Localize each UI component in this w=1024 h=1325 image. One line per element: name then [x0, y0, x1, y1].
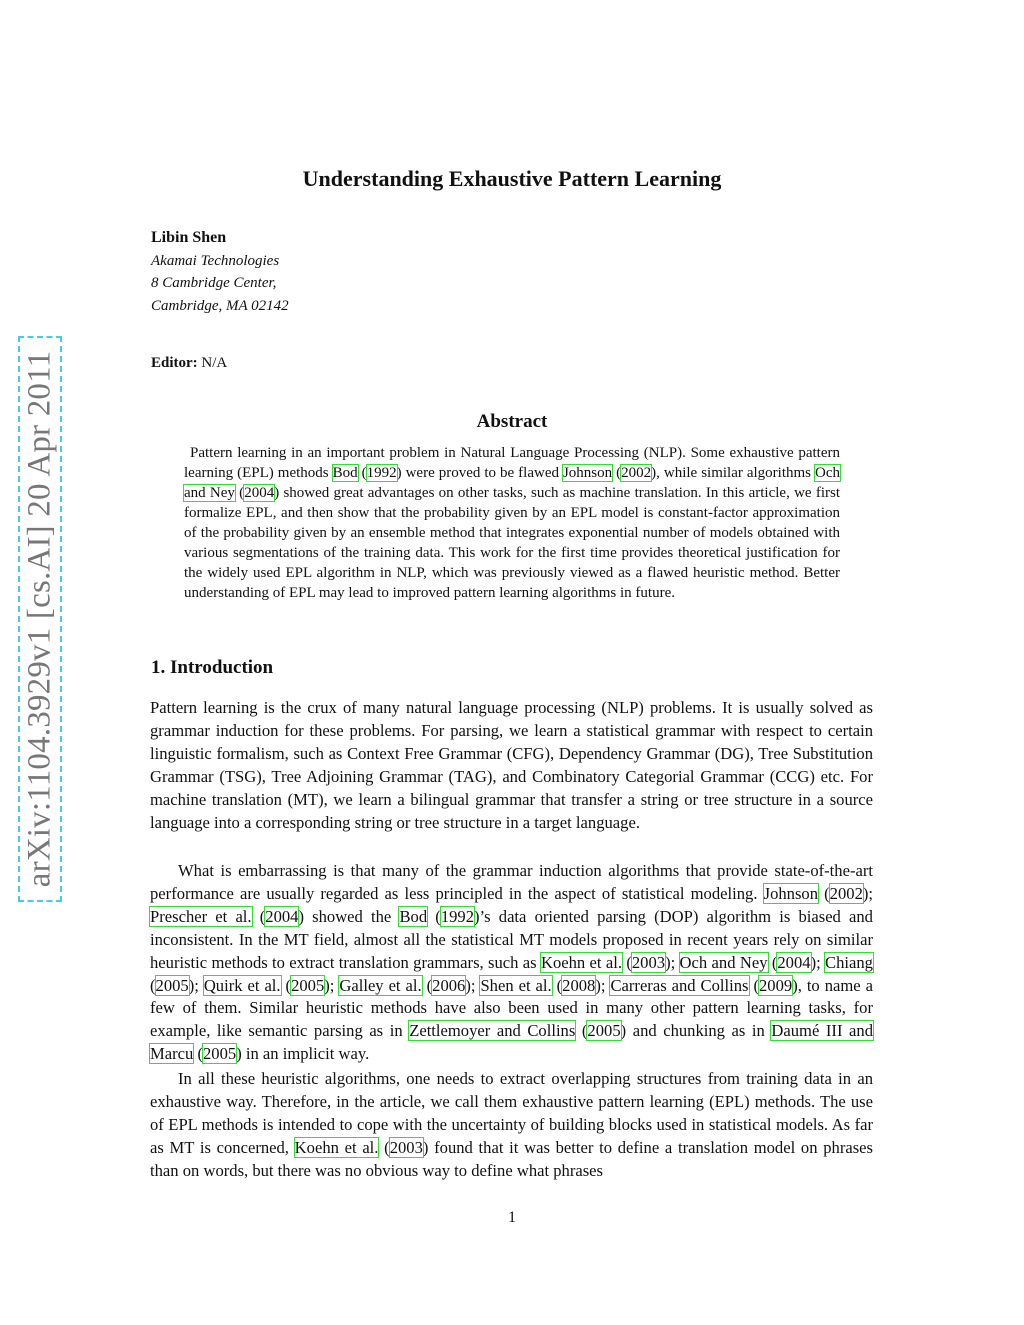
- citation-link[interactable]: Johnson: [763, 883, 819, 903]
- text-run: (: [421, 975, 433, 995]
- text-run: (: [193, 1044, 203, 1064]
- author-affiliation-line: Cambridge, MA 02142: [151, 297, 289, 314]
- citation-link[interactable]: 2004: [244, 485, 275, 501]
- text-run: );: [862, 883, 873, 903]
- citation-link[interactable]: Och and Ney: [679, 952, 768, 972]
- citation-link[interactable]: Shen et al.: [480, 975, 552, 995]
- text-run: ), while similar algorithms: [651, 465, 815, 481]
- editor-line: [151, 355, 227, 372]
- citation-link[interactable]: 2005: [291, 975, 325, 995]
- editor-value: N/A: [201, 355, 228, 371]
- text-run: ), to name a few of them. Similar heuristic methods have also been used in many other pattern learning tasks, for example, like semantic parsing as in: [150, 975, 873, 1041]
- text-run: (: [551, 975, 563, 995]
- citation-link[interactable]: 2009: [759, 975, 793, 995]
- paper-title: Understanding Exhaustive Pattern Learning: [302, 166, 722, 191]
- text-run: ) in an implicit way.: [236, 1044, 370, 1064]
- citation-link[interactable]: 2004: [265, 906, 299, 926]
- section-heading: 1. Introduction: [151, 657, 274, 678]
- citation-link[interactable]: Koehn et al.: [540, 952, 622, 972]
- text-run: ) were proved to be flawed: [396, 465, 563, 481]
- citation-link[interactable]: 2008: [562, 975, 596, 995]
- text-run: (: [575, 1021, 588, 1041]
- text-run: (: [234, 485, 245, 501]
- text-run: ) found that it was better to define a translation model on phrases than on words, but there was no obvious way to define what phrases: [150, 1137, 873, 1180]
- citation-link[interactable]: Daumé III and Marcu: [150, 1021, 873, 1064]
- citation-link[interactable]: Koehn et al.: [294, 1137, 379, 1157]
- abstract-heading: Abstract: [476, 411, 548, 432]
- text-run: (: [251, 906, 266, 926]
- body-paragraph: [150, 1068, 873, 1183]
- citation-link[interactable]: 2005: [587, 1021, 621, 1041]
- text-run: In all these heuristic algorithms, one needs to extract overlapping structures from training data in an exhaustive way. Therefore, in the article, we call them exhaustive pattern learning (EPL) methods. The use of EPL methods is intended to cope with the uncertainty of building blocks used in statistical models. As far as MT is concerned,: [150, 1069, 873, 1157]
- text-run: );: [665, 952, 680, 972]
- citation-link[interactable]: Zettlemoyer and Collins: [409, 1021, 576, 1041]
- text-run: ) and chunking as in: [620, 1021, 772, 1041]
- text-run: What is embarrassing is that many of the grammar induction algorithms that provide state-of-the-art performance are usually regarded as less principled in the aspect of statistical modeling.: [150, 861, 873, 903]
- author-affiliation-line: Akamai Technologies: [151, 252, 280, 269]
- citation-link[interactable]: Johnson: [562, 465, 613, 481]
- citation-link[interactable]: 2005: [155, 975, 189, 995]
- text-run: (: [280, 975, 292, 995]
- author-name: Libin Shen: [151, 229, 227, 246]
- body-paragraph: [150, 697, 873, 834]
- citation-link[interactable]: 2003: [631, 952, 666, 972]
- author-block: [151, 227, 289, 317]
- text-run: ) showed the: [298, 906, 400, 926]
- citation-link[interactable]: Och and Ney: [184, 465, 840, 501]
- text-run: (: [767, 952, 778, 972]
- citation-link[interactable]: Carreras and Collins: [610, 975, 749, 995]
- text-run: );: [595, 975, 611, 995]
- text-run: (: [748, 975, 759, 995]
- text-run: );: [465, 975, 481, 995]
- citation-link[interactable]: 1992: [366, 465, 397, 481]
- text-run: Pattern learning is the crux of many natural language processing (NLP) problems. It is usually solved as grammar induction for these problems. For parsing, we learn a statistical grammar with respect to certain linguistic formalism, such as Context Free Grammar (CFG), Dependency Grammar (DG), Tree Substitution Grammar (TSG), Tree Adjoining Grammar (TAG), and Combinatory Categorial Grammar (CCG) etc. For machine translation (MT), we learn a bilingual grammar that transfer a string or tree structure in a source language into a corresponding string or tree structure in a target language.: [150, 698, 873, 832]
- citation-link[interactable]: Prescher et al.: [150, 906, 252, 926]
- page-number: 1: [508, 1209, 516, 1226]
- citation-link[interactable]: 2002: [829, 883, 863, 903]
- text-run: (: [427, 906, 441, 926]
- text-run: );: [324, 975, 340, 995]
- abstract-body: [184, 443, 840, 603]
- citation-link[interactable]: 2005: [203, 1044, 237, 1064]
- citation-link[interactable]: 2006: [432, 975, 466, 995]
- citation-link[interactable]: 2002: [621, 465, 652, 481]
- body-paragraph: [150, 860, 873, 1066]
- citation-link[interactable]: Quirk et al.: [203, 975, 281, 995]
- text-run: (: [622, 952, 632, 972]
- text-run: (: [378, 1137, 390, 1157]
- citation-link[interactable]: 1992: [440, 906, 475, 926]
- text-run: Pattern learning in an important problem in Natural Language Processing (NLP). Some exhaustive pattern learning (EPL) methods: [184, 445, 840, 481]
- text-run: (: [612, 465, 622, 481]
- citation-link[interactable]: Chiang: [825, 952, 873, 972]
- text-run: (: [150, 975, 156, 995]
- text-run: ) showed great advantages on other tasks, such as machine translation. In this article, we first formalize EPL, and then show that the probability given by an EPL model is constant-factor approximation of the probability given by an ensemble method that integrates exponential number of models obtained with various segmentations of the training data. This work for the first time provides theoretical justification for the widely used EPL algorithm in NLP, which was previously viewed as a flawed heuristic method. Better understanding of EPL may lead to improved pattern learning algorithms in future.: [184, 485, 841, 601]
- text-run: )’s data oriented parsing (DOP) algorithm is biased and inconsistent. In the MT field, almost all the statistical MT models proposed in recent years rely on similar heuristic methods to extract translation grammars, such as: [150, 906, 873, 972]
- citation-link[interactable]: 2004: [777, 952, 811, 972]
- citation-link[interactable]: 2003: [389, 1137, 423, 1157]
- text-run: (: [818, 883, 830, 903]
- citation-link[interactable]: Bod: [332, 465, 358, 481]
- text-run: (: [357, 465, 367, 481]
- author-affiliation-line: 8 Cambridge Center,: [151, 275, 277, 291]
- citation-link[interactable]: Galley et al.: [339, 975, 422, 995]
- text-run: );: [188, 975, 204, 995]
- arxiv-stamp-text: arXiv:1104.3929v1 [cs.AI] 20 Apr 2011: [21, 350, 58, 888]
- citation-link[interactable]: Bod: [399, 906, 428, 926]
- editor-label: Editor:: [151, 355, 198, 371]
- text-run: );: [810, 952, 826, 972]
